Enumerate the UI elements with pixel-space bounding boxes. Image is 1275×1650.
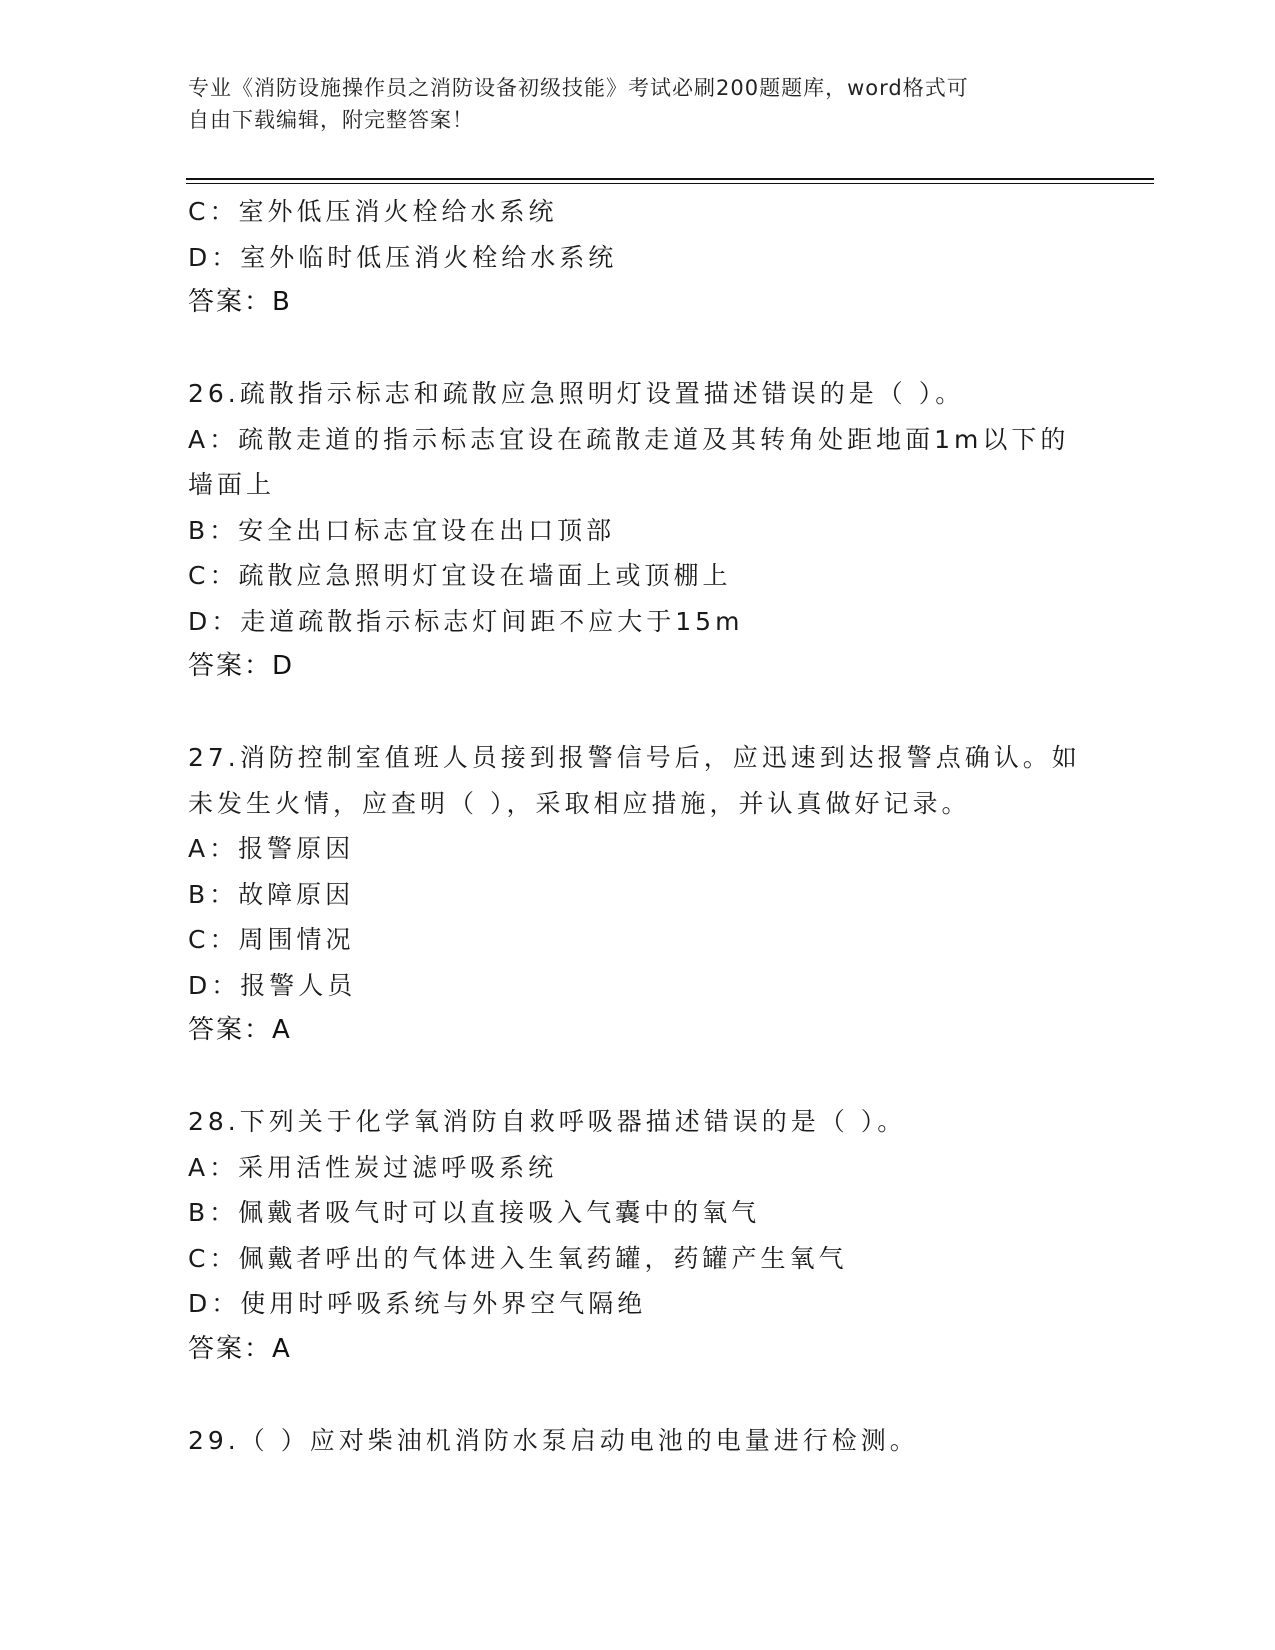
answer-line: 答案：A <box>188 1015 292 1045</box>
option-a: A：报警原因 <box>188 834 355 863</box>
question-stem: 26.疏散指示标志和疏散应急照明灯设置描述错误的是（ ）。 <box>188 379 965 408</box>
option-b: B：佩戴者吸气时可以直接吸入气囊中的氧气 <box>188 1198 761 1227</box>
option-c: C：佩戴者呼出的气体进入生氧药罐，药罐产生氧气 <box>188 1243 848 1273</box>
spacer <box>188 690 1088 736</box>
option-d: D：走道疏散指示标志灯间距不应大于15m <box>188 606 744 636</box>
option-d: D：使用时呼吸系统与外界空气隔绝 <box>188 1289 647 1318</box>
option-b: B：安全出口标志宜设在出口顶部 <box>188 515 616 545</box>
question-stem: 28.下列关于化学氧消防自救呼吸器描述错误的是（ ）。 <box>188 1107 907 1136</box>
option-b: B：故障原因 <box>188 879 355 909</box>
option-c: C：疏散应急照明灯宜设在墙面上或顶棚上 <box>188 561 732 590</box>
question-stem: 29.（ ）应对柴油机消防水泵启动电池的电量进行检测。 <box>188 1425 919 1455</box>
spacer <box>188 1372 1088 1418</box>
option-d: D：室外临时低压消火栓给水系统 <box>188 242 618 272</box>
answer-line: 答案：B <box>188 287 292 317</box>
document-header <box>188 72 1078 136</box>
option-c: C：室外低压消火栓给水系统 <box>188 197 558 226</box>
option-a-continued: 墙面上 <box>188 470 276 499</box>
question-stem: 27.消防控制室值班人员接到报警信号后，应迅速到达报警点确认。如 <box>188 743 1081 772</box>
question-29 <box>188 1418 1088 1464</box>
question-28 <box>188 1099 1088 1372</box>
answer-line: 答案：A <box>188 1333 292 1364</box>
header-divider-thin <box>186 183 1154 184</box>
header-line-1: 专业《消防设施操作员之消防设备初级技能》考试必刷200题题库，word格式可 <box>188 76 969 100</box>
option-a: A：疏散走道的指示标志宜设在疏散走道及其转角处距地面1m以下的 <box>188 424 1070 454</box>
header-divider-thick <box>186 178 1154 180</box>
question-25-tail <box>188 189 1088 326</box>
question-list <box>188 189 1088 1463</box>
option-a: A：采用活性炭过滤呼吸系统 <box>188 1152 558 1182</box>
question-26 <box>188 371 1088 690</box>
spacer <box>188 1054 1088 1100</box>
question-27 <box>188 735 1088 1054</box>
answer-line: 答案：D <box>188 651 295 681</box>
spacer <box>188 326 1088 372</box>
header-line-2: 自由下载编辑，附完整答案！ <box>188 108 474 132</box>
option-d: D：报警人员 <box>188 970 357 1000</box>
option-c: C：周围情况 <box>188 925 355 954</box>
question-stem-continued: 未发生火情，应查明（ ），采取相应措施，并认真做好记录。 <box>188 788 971 818</box>
